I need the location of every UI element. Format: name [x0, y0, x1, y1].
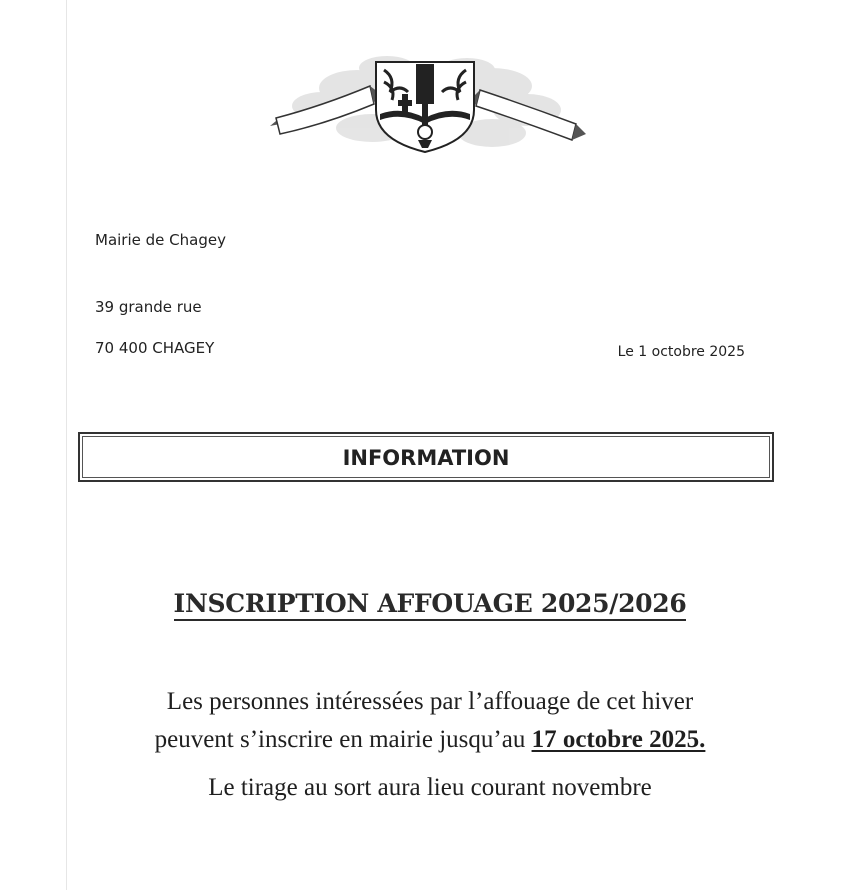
deadline-date: 17 octobre 2025. — [531, 726, 706, 753]
sender-street: 39 grande rue — [95, 298, 202, 316]
information-title: INFORMATION — [342, 446, 510, 470]
notice-heading — [0, 589, 860, 618]
body-line-2-text: peuvent s’inscrire en mairie jusqu’au — [154, 726, 532, 753]
notice-heading-text: INSCRIPTION AFFOUAGE 2025/2026 — [174, 589, 687, 621]
page-edge — [66, 0, 67, 890]
letter-date: Le 1 octobre 2025 — [617, 344, 745, 360]
sender-city: 70 400 CHAGEY — [95, 339, 215, 357]
body-line-1: Les personnes intéressées par l’affouage de cet hiver — [166, 688, 694, 715]
sender-name: Mairie de Chagey — [95, 231, 226, 249]
chagey-coat-of-arms — [262, 48, 592, 158]
information-banner — [78, 432, 774, 482]
body-line-3: Le tirage au sort aura lieu courant novembre — [208, 774, 652, 801]
body-line-2 — [0, 726, 860, 754]
